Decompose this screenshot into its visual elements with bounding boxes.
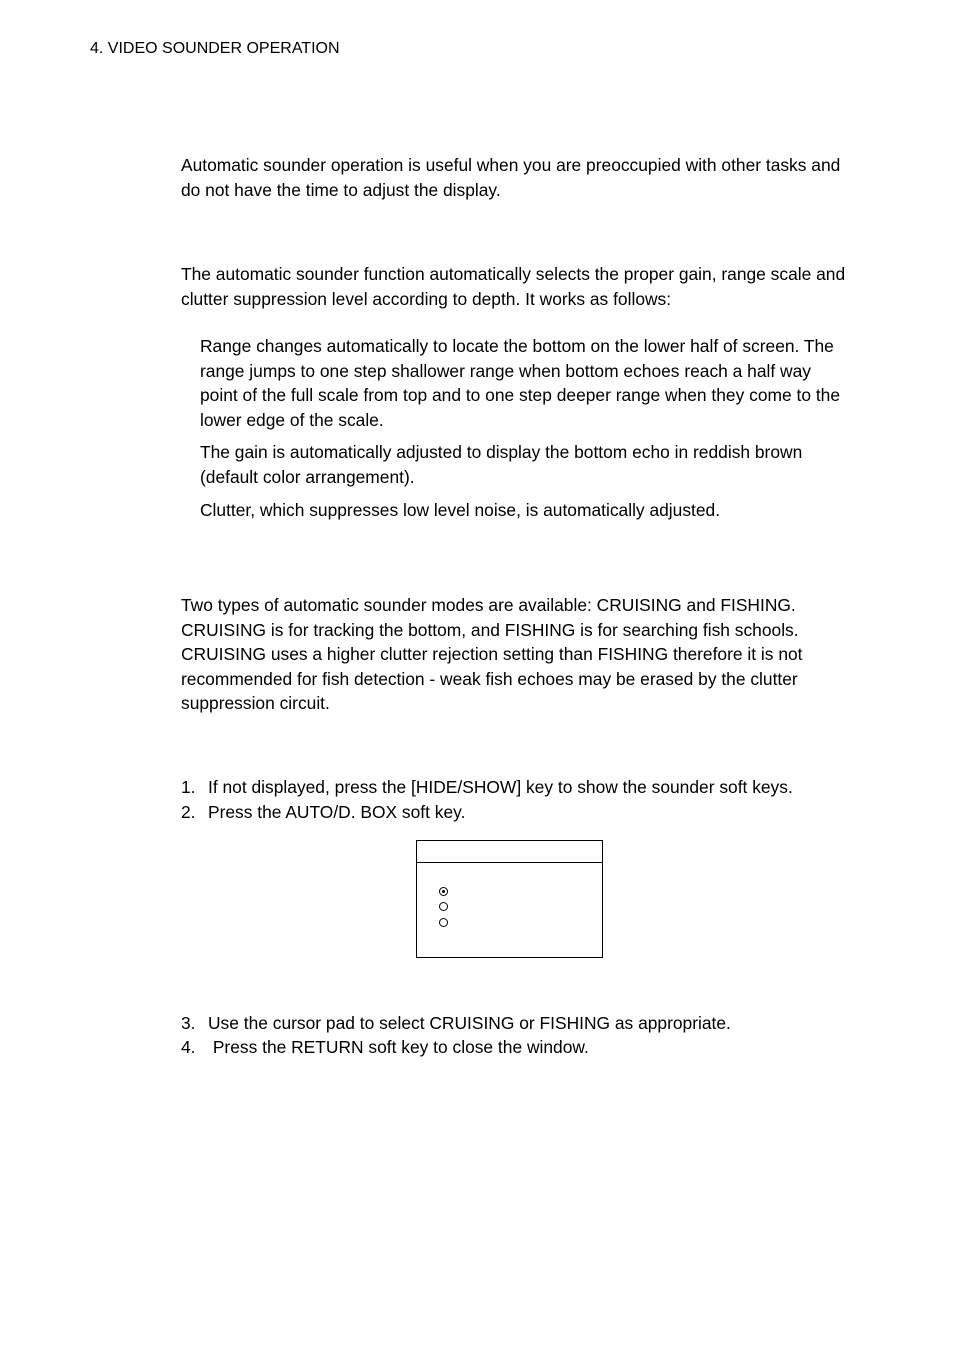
auto-option-2-radio[interactable]	[439, 902, 448, 911]
step-number: 1.	[181, 777, 196, 797]
step-text: If not displayed, press the [HIDE/SHOW] key to show the sounder soft keys.	[208, 777, 793, 797]
step-text: Use the cursor pad to select CRUISING or FISHING as appropriate.	[208, 1013, 731, 1033]
step-4	[181, 1035, 589, 1060]
how-it-works-paragraph: The automatic sounder function automatically selects the proper gain, range scale and clutter suppression level according to depth. It works as follows:	[181, 264, 846, 309]
step-1	[181, 775, 793, 800]
step-number: 2.	[181, 802, 196, 822]
step-text: Press the AUTO/D. BOX soft key.	[208, 802, 466, 822]
step-3	[181, 1011, 731, 1036]
range-bullet: Range changes automatically to locate the bottom on the lower half of screen. The range jumps to one step shallower range when bottom echoes reach a half way point of the full scale from top and to one step deeper range when they come to the lower edge of the scale.	[200, 336, 840, 430]
clutter-bullet: Clutter, which suppresses low level noise, is automatically adjusted.	[200, 500, 721, 520]
modes-paragraph: Two types of automatic sounder modes are available: CRUISING and FISHING. CRUISING is for tracking the bottom, and FISHING is for searching fish schools. CRUISING uses a higher clutter rejection setting than FISHING therefore it is not recommended for fish detection - weak fish echoes may be erased by the clutter suppression circuit.	[181, 595, 803, 713]
window-title-bar	[417, 841, 602, 863]
step-number: 3.	[181, 1013, 196, 1033]
intro-paragraph: Automatic sounder operation is useful when you are preoccupied with other tasks and do not have the time to adjust the display.	[181, 155, 841, 200]
gain-bullet: The gain is automatically adjusted to display the bottom echo in reddish brown (default color arrangement).	[200, 442, 803, 487]
step-number: 4.	[181, 1037, 196, 1057]
step-2	[181, 800, 465, 825]
page-header: 4. VIDEO SOUNDER OPERATION	[90, 40, 340, 57]
auto-mode-window	[416, 840, 603, 958]
step-text: Press the RETURN soft key to close the window.	[208, 1037, 589, 1057]
auto-option-1-radio[interactable]	[439, 887, 448, 896]
auto-option-3-radio[interactable]	[439, 918, 448, 927]
